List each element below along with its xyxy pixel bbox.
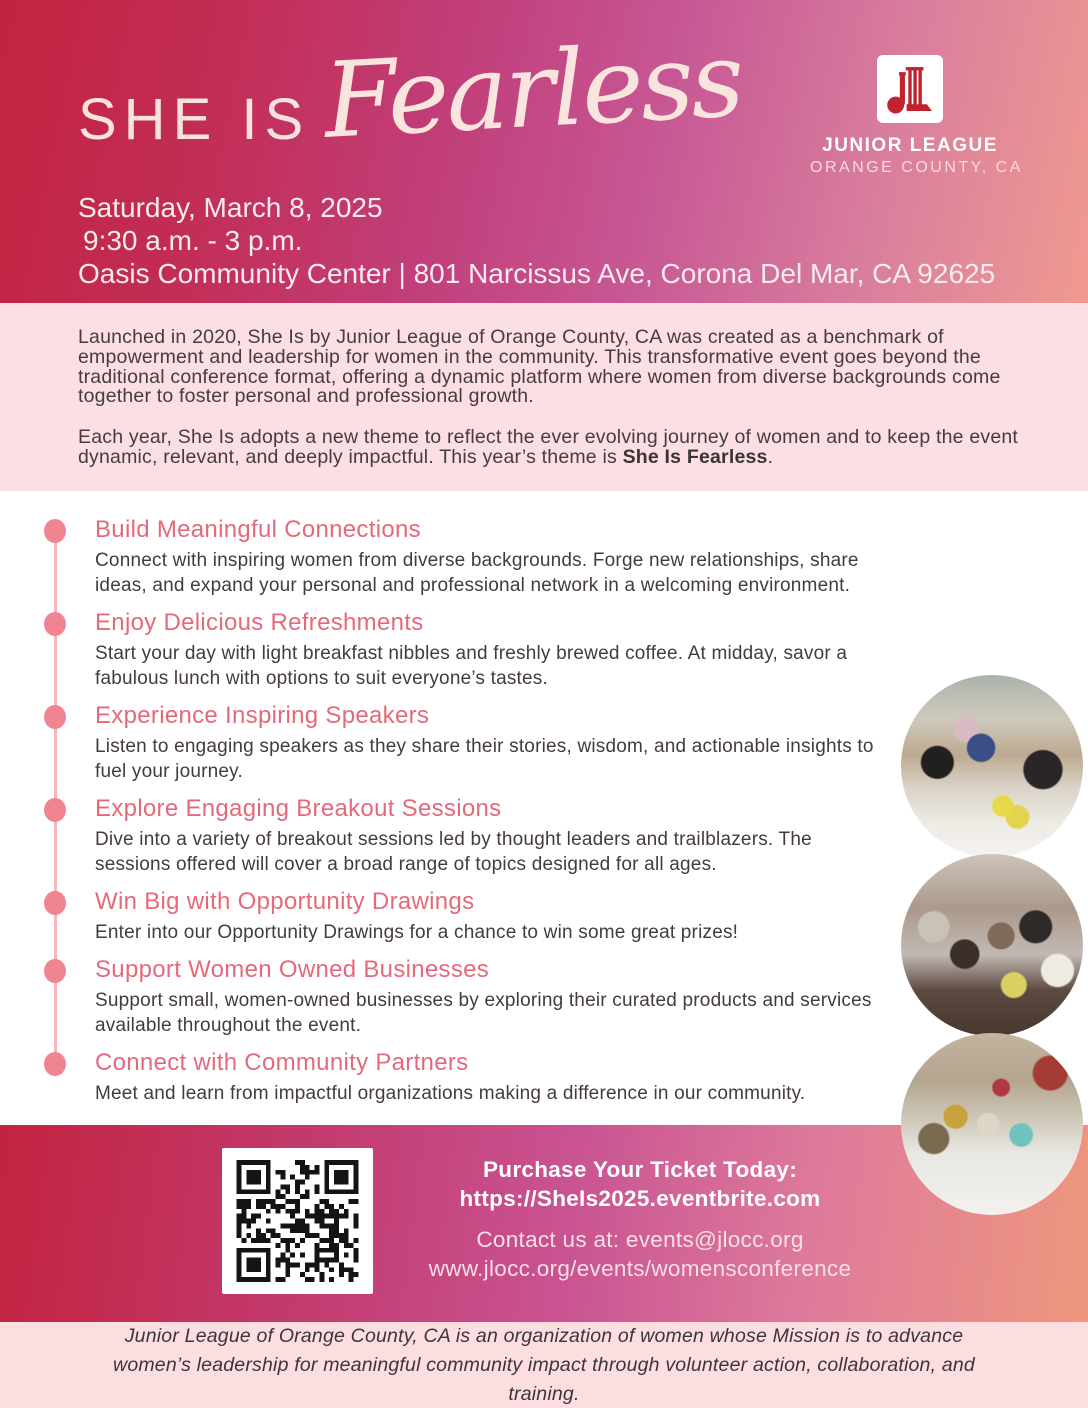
highlight-title: Experience Inspiring Speakers (95, 702, 430, 729)
highlight-title: Enjoy Delicious Refreshments (95, 609, 424, 636)
intro-paragraph-2 (78, 428, 1022, 468)
bullet-dot-icon (44, 705, 66, 729)
highlight-description: Dive into a variety of breakout sessions led by thought leaders and trailblazers. The sessions offered will cover a broad range of topics designed for all ages. (95, 829, 812, 875)
bullet-dot-icon (44, 798, 66, 822)
event-location: Oasis Community Center | 801 Narcissus Ave, Corona Del Mar, CA 92625 (78, 258, 996, 289)
highlight-item (0, 887, 874, 945)
highlight-description: Connect with inspiring women from diverse backgrounds. Forge new relationships, share ideas, and expand your personal and professional network in a welcoming environment. (95, 550, 859, 596)
highlight-item (0, 701, 874, 784)
logo-org-name: JUNIOR LEAGUE (822, 135, 998, 156)
website-url: www.jlocc.org/events/womensconference (428, 1256, 852, 1281)
highlight-item (0, 608, 874, 691)
intro-section (0, 303, 1088, 491)
highlight-description: Enter into our Opportunity Drawings for a chance to win some great prizes! (95, 922, 739, 943)
highlight-item (0, 515, 874, 598)
highlight-description: Start your day with light breakfast nibbles and freshly brewed coffee. At midday, savor a fabulous lunch with options to suit everyone’s tastes. (95, 643, 848, 689)
event-time: 9:30 a.m. - 3 p.m. (83, 225, 303, 256)
bullet-dot-icon (44, 1052, 66, 1076)
bullet-dot-icon (44, 612, 66, 636)
event-title-script: Fearless (321, 18, 745, 162)
highlight-item (0, 955, 874, 1038)
bullet-dot-icon (44, 519, 66, 543)
highlight-item (0, 1048, 874, 1106)
purchase-url: https://SheIs2025.eventbrite.com (459, 1186, 821, 1211)
highlight-title: Win Big with Opportunity Drawings (95, 888, 475, 915)
highlights-list (0, 515, 874, 1116)
event-title (78, 18, 745, 164)
highlight-title: Support Women Owned Businesses (95, 956, 490, 983)
mission-statement: Junior League of Orange County, CA is an organization of women whose Mission is to advance women’s leadership for meaningful community impact through volunteer action, collaboration, and training. (113, 1324, 975, 1405)
purchase-label: Purchase Your Ticket Today: (482, 1157, 798, 1182)
mission-footer (0, 1322, 1088, 1408)
highlight-description: Support small, women-owned businesses by exploring their curated products and services available throughout the event. (95, 990, 872, 1036)
event-photo-marketplace-crowd (901, 496, 1083, 678)
contact-email-line: Contact us at: events@jlocc.org (476, 1227, 804, 1252)
event-photo-audience (901, 854, 1083, 1036)
event-photo-vendor-table (901, 675, 1083, 857)
highlight-title: Connect with Community Partners (95, 1049, 469, 1076)
intro-paragraph-2-period: . (767, 445, 774, 468)
intro-theme-name: She Is Fearless (622, 445, 768, 468)
event-title-prefix: SHE IS (78, 87, 311, 152)
bullet-dot-icon (44, 891, 66, 915)
jl-monogram-icon (877, 55, 943, 123)
event-photo-prize-table (901, 1033, 1083, 1215)
hero-banner (0, 0, 1088, 303)
junior-league-logo (810, 55, 1023, 177)
highlight-title: Build Meaningful Connections (95, 516, 421, 543)
bullet-dot-icon (44, 959, 66, 983)
event-details (78, 191, 995, 290)
ticket-cta-text (385, 1155, 895, 1283)
logo-org-location: ORANGE COUNTY, CA (810, 159, 1023, 176)
intro-paragraph-2-text: Each year, She Is adopts a new theme to reflect the ever evolving journey of women and to keep the event dynamic, relevant, and deeply impactful. This year’s theme is (78, 426, 1019, 468)
highlight-item (0, 794, 874, 877)
highlight-description: Listen to engaging speakers as they share their stories, wisdom, and actionable insights to fuel your journey. (95, 736, 874, 782)
highlight-description: Meet and learn from impactful organizations making a difference in our community. (95, 1083, 806, 1104)
highlight-title: Explore Engaging Breakout Sessions (95, 795, 502, 822)
qr-code (222, 1148, 373, 1294)
event-date: Saturday, March 8, 2025 (78, 192, 383, 223)
intro-paragraph-1: Launched in 2020, She Is by Junior League of Orange County, CA was created as a benchmark of empowerment and leadership for women in the community. This transformative event goes beyond the traditional conference format, offering a dynamic platform where women from diverse backgrounds come together to foster personal and professional growth. (78, 326, 1001, 408)
